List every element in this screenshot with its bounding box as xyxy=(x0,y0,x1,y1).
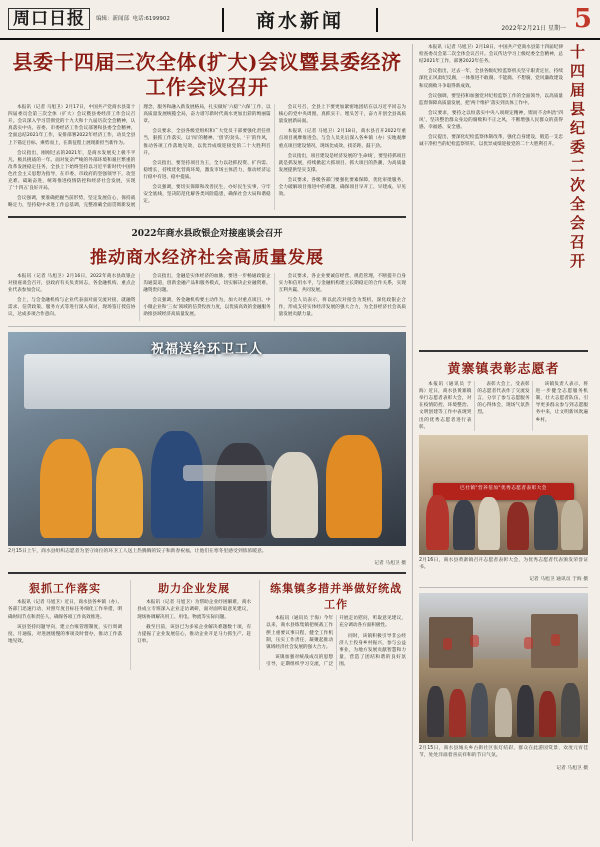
paragraph: 表彰大会上，受表彰的志愿者代表作了交流发言，分享了参与志愿服务的心得体会，现场气氛热烈。 xyxy=(477,382,530,416)
lead-article-body xyxy=(8,104,406,210)
newspaper-logo: 周口日报 xyxy=(8,8,90,31)
paragraph: 与会人员表示，将以此次对接会为契机，深化政银企合作，形成支持实体经济发展的强大合力，为全县经济社会高质量发展贡献力量。 xyxy=(278,297,406,318)
photo-lantern xyxy=(524,637,533,649)
brief-3-body xyxy=(266,615,406,669)
photo-caption: 2月15日上午，商水县组织志愿者为坚守岗位的环卫工人送上热腾腾的饺子和新春祝福，让他们在寒冬里感受到浓浓暖意。 xyxy=(8,549,267,555)
lead-headline: 县委十四届三次全体(扩大)会议暨县委经济工作会议召开 xyxy=(12,50,402,99)
paragraph: 会议要求，要持之以恒落实中央八项规定精神，锲而不舍纠治‘四风’，坚决整治群众身边的腐败和不正之风，不断增强人民群众的获得感、幸福感、安全感。 xyxy=(419,110,563,131)
second-article-headline: 推动商水经济社会高质量发展 xyxy=(90,247,324,268)
paragraph: 会议强调，要准确把握当前形势，坚定发展信心，保持战略定力，坚持稳中求进工作总基调，完整准确全面贯彻新发展理念，服务和融入新发展格局，扎实做好‘六稳’‘六保’工作，以高质量发展统揽全局，奋力谱写新时代商水更加出彩的绚丽篇章。 xyxy=(8,105,271,209)
photo-figure xyxy=(534,495,558,550)
photo-figure xyxy=(471,683,488,737)
brief-headline: 练集镇多措并举做好统战工作 xyxy=(270,582,403,612)
paragraph: 本报讯（记者 马旭卫）为帮助企业纾困解难，商水县成立专班深入企业走访调研，面对面听取意见建议，现场协调解决用工、用电、物流等实际问题。 xyxy=(137,600,252,620)
photo-figure xyxy=(495,688,512,738)
right-column xyxy=(412,44,588,841)
brief-2 xyxy=(130,580,251,669)
photo-figure xyxy=(40,439,92,537)
divider xyxy=(8,572,406,574)
paragraph: 会上，与会金融机构与企业代表面对面交流对接，就融资需求、信贷政策、服务方式等进行深入探讨，现场签订授信协议，达成多项合作意向。 xyxy=(8,297,136,318)
photo-caption: 2月15日，商水县城关乡古街社区张灯结彩，群众在此游园赏景、欢度元宵佳节，处处洋溢着喜庆祥和的节日气氛。 xyxy=(419,746,588,759)
vertical-headline: 十四届县纪委二次全会召开 xyxy=(568,44,586,272)
paragraph: 本报讯（通讯员 于海）今年以来，商水县练集镇把统战工作摆上重要议事日程，健全工作机制，压实工作责任，凝聚起推动镇域经济社会发展的强大合力。 xyxy=(266,616,334,650)
photo-overlay-title: 祝福送给环卫工人 xyxy=(150,342,264,358)
brief-1 xyxy=(8,580,122,669)
photo-figure xyxy=(215,443,267,537)
paragraph: 截至目前，该县已为多家企业解决难题数十项，有力提振了企业发展信心，推动企业开足马力抓生产、赶订单。 xyxy=(137,624,252,644)
photo-lantern xyxy=(551,634,560,646)
divider xyxy=(419,350,588,352)
divider xyxy=(419,587,588,588)
divider xyxy=(8,326,406,327)
paragraph: 该镇负责人表示，将进一步健全志愿服务机制，壮大志愿者队伍，引导更多群众参与到志愿服务中来，让文明新风吹遍乡村。 xyxy=(535,382,588,423)
paragraph: 会议指出，项目建设是经济发展的‘生命线’，要坚持抓项目就是抓发展，持续掀起大抓项目、抓大项目的热潮，为高质量发展提供坚实支撑。 xyxy=(278,153,406,173)
photo-credit: 记者 马旭卫 通讯员 于海 摄 xyxy=(529,577,588,583)
paragraph: 该县坚持问题导向，建立台账管理制度，实行周调度、月通报，对进展缓慢的事项及时督办，推动工作落地见效。 xyxy=(8,624,123,644)
masthead xyxy=(0,0,600,40)
paragraph: 会议号召，全县上下要更加紧密地团结在以习近平同志为核心的党中央周围，真抓实干、埋头苦干，奋力开创全县高质量发展新局面。 xyxy=(278,105,406,125)
paragraph: 本报讯（通讯员 于海）近日，商水县黄寨镇举行志愿者表彰大会，对在疫情防控、环境整治、文明创建等工作中表现突出的优秀志愿者进行表彰。 xyxy=(419,382,472,430)
second-article-kicker: 2022年商水县政银企对接座谈会召开 xyxy=(131,228,283,239)
photo-figure xyxy=(271,452,319,538)
photo-credit: 记者 马旭卫 摄 xyxy=(556,765,588,771)
paragraph: 同时，该镇积极引导非公经济人士投身乡村振兴，参与公益事业，为地方发展贡献智慧和力量，营造了团结和谐的良好氛围。 xyxy=(339,633,406,668)
award-article-body xyxy=(419,381,588,431)
paragraph: 本报讯（记者 马旭卫）2月16日，2022年商水县政银企对接座谈会召开，县政府有关负责同志，各金融机构、重点企业代表参加会议。 xyxy=(8,273,136,293)
paragraph: 本报讯（记者 马旭卫）近日，商水县各乡镇（办）、各部门迅速行动，对照年度目标任务细化工作举措，明确时间节点和责任人，确保各项工作高效推进。 xyxy=(8,600,123,620)
paragraph: 会议提出，要深化纪检监察体制改革，强化自身建设，锻造一支忠诚干净担当的纪检监察铁军，以优异成绩迎接党的二十大胜利召开。 xyxy=(419,135,563,148)
photo-figure xyxy=(561,683,580,737)
section-title: 商水新闻 xyxy=(255,9,345,32)
photo-festival-street xyxy=(419,593,588,743)
paragraph: 会议指出，过去一年，全县各级纪检监察机关坚守职责定位，持续深化正风肃纪反腐，一体推进不敢腐、不能腐、不想腐，党风廉政建设和反腐败斗争取得新成效。 xyxy=(419,69,563,89)
photo-lantern xyxy=(470,635,479,647)
paragraph: 会议强调，要坚持和加强党对纪检监察工作的全面领导，以高质量监督保障高质量发展，把‘两个维护’落实到具体工作中。 xyxy=(419,93,563,106)
photo-lantern xyxy=(443,638,452,650)
masthead-meta: 编辑：新闻部 电话:6199902 xyxy=(96,15,170,22)
banner-text: 巴社镇"营养倍加"优秀志愿者表彰大会 xyxy=(460,485,547,491)
photo-table xyxy=(183,465,273,481)
paragraph: 本报讯（记者 马旭卫）2月18日，中国共产党商水县第十四届纪律检查委员会第二次全体会议召开。会议传达学习上级纪委全会精神，总结2021年工作，部署2022年任务。 xyxy=(419,45,563,65)
paragraph: 会议要求，全县各级党组织和广大党员干部要强化责任担当，狠抓工作落实，以‘闯’的精神、‘创’的劲头、‘干’的作风，推动各项工作落地见效，以优异成绩迎接党的二十大胜利召开。 xyxy=(143,129,271,156)
divider xyxy=(8,216,406,218)
paragraph: 会议强调，要切实保障和改善民生，办好民生实事，守牢安全底线，坚决防范化解各类风险隐患，确保社会大局和谐稳定。 xyxy=(143,185,271,205)
photo-figure xyxy=(478,497,500,550)
main-column xyxy=(8,44,412,841)
paragraph: 本报讯（记者 马旭卫）2月17日，中国共产党商水县第十四届委员会第三次全体（扩大）会议暨县委经济工作会议召开。会议深入学习贯彻党的十九大和十九届历次全会精神，认真落实中央、省委、市委经济工作会议部署和县委全会精神，全面总结2021年工作，安排部署2022年经济工作，动员全县上下锚定目标、乘势而上，在新征程上展现新担当新作为。 xyxy=(8,105,136,146)
photo-volunteers-serving xyxy=(8,332,406,546)
photo-credit: 记者 马旭卫 摄 xyxy=(374,561,406,567)
photo-figure xyxy=(539,691,556,738)
photo-figure xyxy=(326,435,382,538)
masthead-divider-right xyxy=(376,8,378,32)
paragraph: 会议指出，金融是实体经济的血脉，要进一步畅通政银企沟通渠道，创新金融产品和服务模式，切实解决企业融资难、融资贵问题。 xyxy=(143,273,271,293)
photo-award-ceremony xyxy=(419,435,588,555)
photo-figure xyxy=(426,495,450,550)
paragraph: 该镇加强对统战成员的思想引导，定期组织学习交流，广泛开展走访慰问，听取意见建议，充分调动各方面积极性。 xyxy=(266,616,406,668)
brief-headline: 助力企业发展 xyxy=(158,582,231,596)
nav-article-body xyxy=(419,44,567,151)
photo-figure xyxy=(427,686,444,737)
photo-tent-shape xyxy=(24,354,390,410)
masthead-divider-left xyxy=(222,8,224,32)
paragraph: 会议要求，各企业要诚信经营、规范管理，不断提升自身实力和信用水平，与金融机构建立长期稳定的合作关系，实现互利共赢、共同发展。 xyxy=(278,273,406,293)
paragraph: 会议要求，各级各部门要强化要素保障，优化审批服务，全力破解项目推进中的难题，确保项目早开工、早建成、早见效。 xyxy=(278,177,406,198)
issue-date: 2022年2月21日 星期一 xyxy=(501,25,566,32)
photo-caption: 2月16日，商水县黄寨镇召开志愿者表彰大会，为优秀志愿者代表颁发荣誉证书。 xyxy=(419,557,588,570)
paragraph: 会议强调，各金融机构要主动作为，加大对重点项目、中小微企业和‘三农’领域的信贷投放力度，以优质高效的金融服务助推县域经济高质量发展。 xyxy=(143,297,271,318)
photo-figure xyxy=(517,685,534,738)
paragraph: 会议指出，要坚持项目为王，全力以赴抓投资、扩内需、稳增长，持续优化营商环境，激发市场主体活力，推动经济运行稳中有进、稳中提质。 xyxy=(143,160,271,180)
brief-headline: 狠抓工作落实 xyxy=(29,582,102,596)
photo-figure xyxy=(96,448,144,538)
paragraph: 本报讯（记者 马旭卫）2月18日，商水县召开2022年重点项目观摩推进会。与会人员先后深入各乡镇（办）实地观摩重点项目建设情况，现场比成效、找差距、鼓干劲。 xyxy=(278,129,406,149)
photo-figure xyxy=(449,689,466,737)
second-article-body xyxy=(8,273,406,322)
photo-figure xyxy=(453,500,475,550)
page-number: 5 xyxy=(573,4,592,34)
photo-figure xyxy=(561,500,583,550)
brief-3 xyxy=(259,580,406,669)
paragraph: 会议指出，刚刚过去的2021年，是商水发展史上极不平凡、极具挑战的一年。面对复杂严峻的外部环境和艰巨繁重的改革发展稳定任务，全县上下始终坚持以习近平新时代中国特色社会主义思想为指导，在市委、市政府的坚强领导下，攻坚克难、砥砺奋进，统筹推进疫情防控和经济社会发展，实现了‘十四五’良好开局。 xyxy=(8,150,136,192)
bottom-briefs xyxy=(8,580,406,669)
award-headline: 黄寨镇表彰志愿者 xyxy=(447,362,560,377)
photo-figure xyxy=(151,431,203,538)
photo-figure xyxy=(507,502,529,550)
